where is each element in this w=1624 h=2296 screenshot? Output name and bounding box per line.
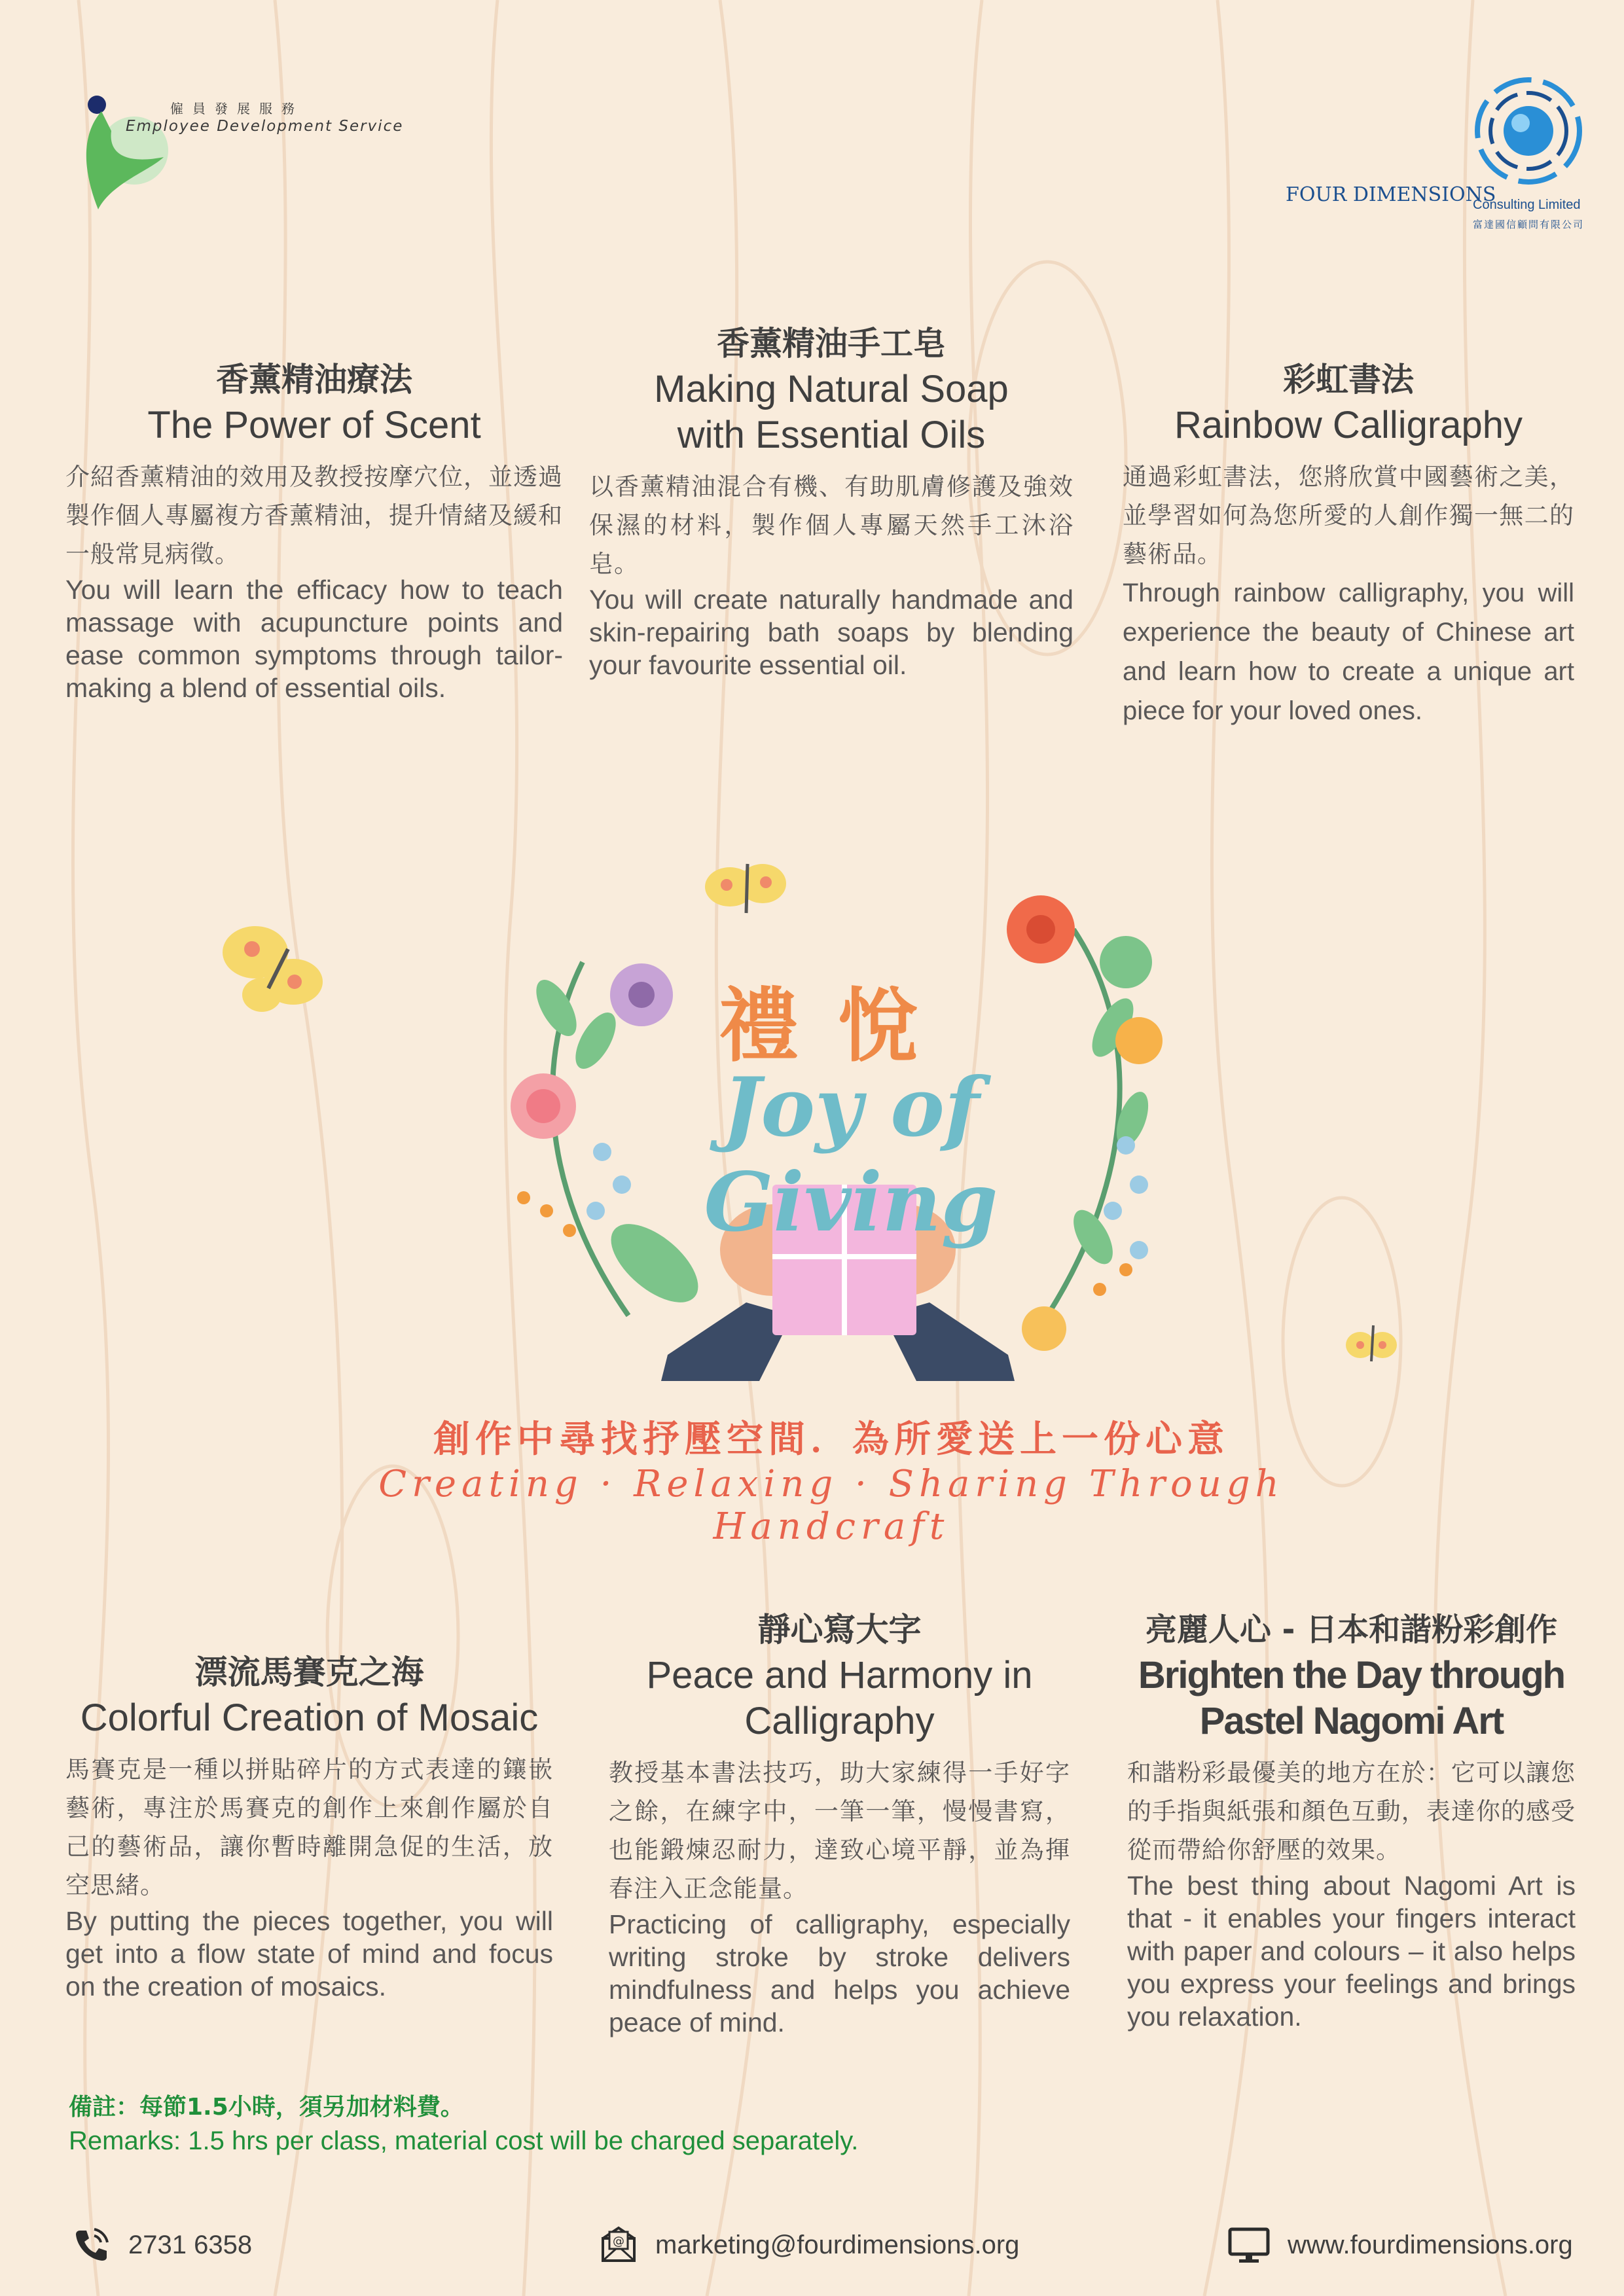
course-mosaic xyxy=(65,1649,553,2003)
course-pastel-nagomi xyxy=(1127,1607,1576,2033)
four-dimensions-name-cn: 富達國信顧問有限公司 xyxy=(1473,219,1585,230)
course-description-en: By putting the pieces together, you will get into a flow state of mind and focus on the creation of mosaics. xyxy=(65,1906,553,2001)
course-title-en: Making Natural Soap with Essential Oils xyxy=(654,368,1009,456)
four-dimensions-name: FOUR DIMENSIONS xyxy=(1286,183,1496,206)
website-url[interactable]: www.fourdimensions.org xyxy=(1288,2230,1573,2259)
course-title-cn: 彩虹書法 xyxy=(1283,361,1414,399)
course-description-cn: 介紹香薰精油的效用及教授按摩穴位，並透過製作個人專屬複方香薰精油，提升情緒及緩和一般常見病徵。 xyxy=(65,463,563,568)
course-description xyxy=(609,1753,1070,2039)
course-title-en: The Power of Scent xyxy=(147,404,481,446)
monitor-icon xyxy=(1227,2225,1271,2265)
hero-title-cn: 禮悅 xyxy=(719,978,957,1073)
contact-email[interactable] xyxy=(599,2222,1019,2268)
course-natural-soap xyxy=(589,321,1074,681)
course-rainbow-calligraphy xyxy=(1123,357,1574,730)
course-description xyxy=(589,467,1074,681)
course-description-en: Practicing of calligraphy, especially writing stroke by stroke delivers mindfulness and helps you achieve peace of mind. xyxy=(609,1909,1070,2037)
hero-title-en: Joy of Giving xyxy=(704,1060,998,1250)
course-title-en: Colorful Creation of Mosaic xyxy=(80,1696,539,1739)
course-title-en: Brighten the Day through Pastel Nagomi Art xyxy=(1138,1654,1565,1742)
course-description-cn: 和諧粉彩最優美的地方在於：它可以讓您的手指與紙張和顏色互動，表達你的感受從而帶給你舒壓的效果。 xyxy=(1127,1759,1576,1864)
course-description-cn: 馬賽克是一種以拼貼碎片的方式表達的鑲嵌藝術，專注於馬賽克的創作上來創作屬於自己的藝術品，讓你暫時離開急促的生活，放空思緒。 xyxy=(65,1755,553,1899)
eds-name-en: Employee Development Service xyxy=(126,118,404,135)
course-title-en: Peace and Harmony in Calligraphy xyxy=(646,1654,1033,1742)
course-description xyxy=(1123,457,1574,730)
course-description-cn: 以香薰精油混合有機、有助肌膚修護及強效保濕的材料，製作個人專屬天然手工沐浴皂。 xyxy=(589,473,1074,578)
course-description-en: You will create naturally handmade and skin-repairing bath soaps by blending your favourite essential oil. xyxy=(589,584,1074,680)
phone-number[interactable]: 2731 6358 xyxy=(128,2230,253,2259)
course-title-cn: 亮麗人心 - 日本和諧粉彩創作 xyxy=(1145,1611,1558,1648)
hero-tagline-cn: 創作中尋找抒壓空間．為所愛送上一份心意 xyxy=(433,1418,1229,1461)
contact-phone[interactable] xyxy=(72,2222,252,2268)
eds-name-cn: 僱員發展服務 xyxy=(170,101,304,117)
svg-text:@: @ xyxy=(613,2234,624,2248)
email-address[interactable]: marketing@fourdimensions.org xyxy=(655,2230,1020,2259)
remarks-cn: 備註：每節1.5小時，須另加材料費。 xyxy=(69,2094,464,2121)
course-description-en: The best thing about Nagomi Art is that - it enables your fingers interact with paper and colours – it also helps you express your feelings and brings you relaxation. xyxy=(1127,1871,1576,2032)
four-dimensions-logo xyxy=(1283,72,1591,242)
course-description-cn: 教授基本書法技巧，助大家練得一手好字之餘，在練字中，一筆一筆，慢慢書寫，也能鍛煉忍耐力，達致心境平靜，並為揮春注入正念能量。 xyxy=(609,1759,1070,1903)
course-peace-calligraphy xyxy=(609,1607,1070,2039)
course-title-cn: 靜心寫大字 xyxy=(757,1611,922,1649)
course-title-cn: 香薰精油手工皂 xyxy=(717,325,946,363)
four-dimensions-subtitle: Consulting Limited xyxy=(1473,198,1581,212)
course-power-of-scent xyxy=(65,357,563,704)
eds-logo xyxy=(72,85,412,229)
course-title-en: Rainbow Calligraphy xyxy=(1174,404,1523,446)
course-description-en: Through rainbow calligraphy, you will experience the beauty of Chinese art and learn how to create a unique art piece for your loved ones. xyxy=(1123,579,1574,725)
four-dimensions-logo-mark xyxy=(1470,72,1587,190)
course-description xyxy=(65,1750,553,2003)
course-description xyxy=(1127,1753,1576,2033)
course-title-cn: 漂流馬賽克之海 xyxy=(194,1653,424,1691)
course-description-cn: 通過彩虹書法，您將欣賞中國藝術之美，並學習如何為您所愛的人創作獨一無二的藝術品。 xyxy=(1123,463,1574,568)
remarks-en: Remarks: 1.5 hrs per class, material cost will be charged separately. xyxy=(69,2126,859,2155)
course-title-cn: 香薰精油療法 xyxy=(216,361,412,399)
course-description-en: You will learn the efficacy how to teach massage with acupuncture points and ease common symptoms through tailor-making a blend of essential oils. xyxy=(65,575,563,703)
remarks xyxy=(69,2091,858,2158)
contact-website[interactable] xyxy=(1227,2222,1573,2268)
email-icon xyxy=(599,2225,638,2265)
butterfly-icon xyxy=(216,916,334,1028)
hero-tagline-en: Creating · Relaxing · Sharing Through Handcraft xyxy=(378,1463,1284,1548)
course-description xyxy=(65,457,563,704)
butterfly-icon xyxy=(1342,1319,1401,1374)
phone-icon xyxy=(72,2225,111,2265)
